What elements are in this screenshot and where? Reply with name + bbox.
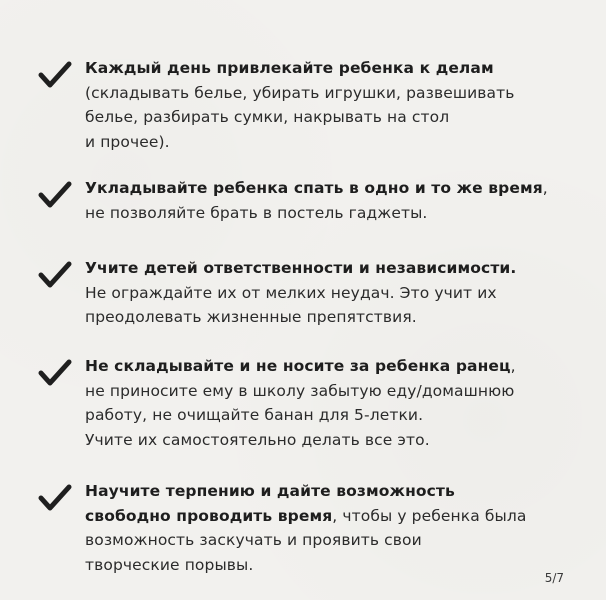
text-line: белье, разбирать сумки, накрывать на стол: [85, 108, 450, 126]
text-line: (складывать белье, убирать игрушки, развешивать: [85, 83, 515, 102]
text-line: не приносите ему в школу забытую еду/домашнюю: [85, 381, 515, 400]
text-line: преодолевать жизненные препятствия.: [85, 308, 417, 326]
checkmark-icon: [38, 483, 72, 513]
text-line: свободно проводить время, чтобы у ребенка была: [85, 506, 527, 525]
checkmark-icon: [38, 260, 72, 290]
list-item-text: [85, 479, 585, 577]
text-line: возможность заскучать и проявить свои: [85, 531, 422, 549]
checkmark-icon: [38, 358, 72, 388]
list-item-text: [85, 354, 585, 452]
text-line: Каждый день привлекайте ребенка к делам: [85, 59, 494, 77]
text-line: Укладывайте ребенка спать в одно и то же время,: [85, 179, 548, 197]
list-item-text: [85, 56, 585, 154]
list-item-text: [85, 176, 585, 225]
text-line: работу, не очищайте банан для 5-летки.: [85, 406, 424, 424]
checkmark-icon: [38, 180, 72, 210]
text-line: творческие порывы.: [85, 555, 254, 574]
text-line: Научите терпению и дайте возможность: [85, 482, 455, 500]
text-line: Не ограждайте их от мелких неудач. Это учит их: [85, 283, 497, 302]
checkmark-icon: [38, 60, 72, 90]
text-line: Не складывайте и не носите за ребенка ранец,: [85, 357, 516, 375]
text-line: и прочее).: [85, 132, 170, 151]
text-line: не позволяйте брать в постель гаджеты.: [85, 203, 428, 222]
text-line: Учите их самостоятельно делать все это.: [85, 430, 430, 449]
text-line: Учите детей ответственности и независимости.: [85, 259, 517, 277]
page-number: 5/7: [544, 571, 564, 585]
list-item-text: [85, 256, 585, 330]
